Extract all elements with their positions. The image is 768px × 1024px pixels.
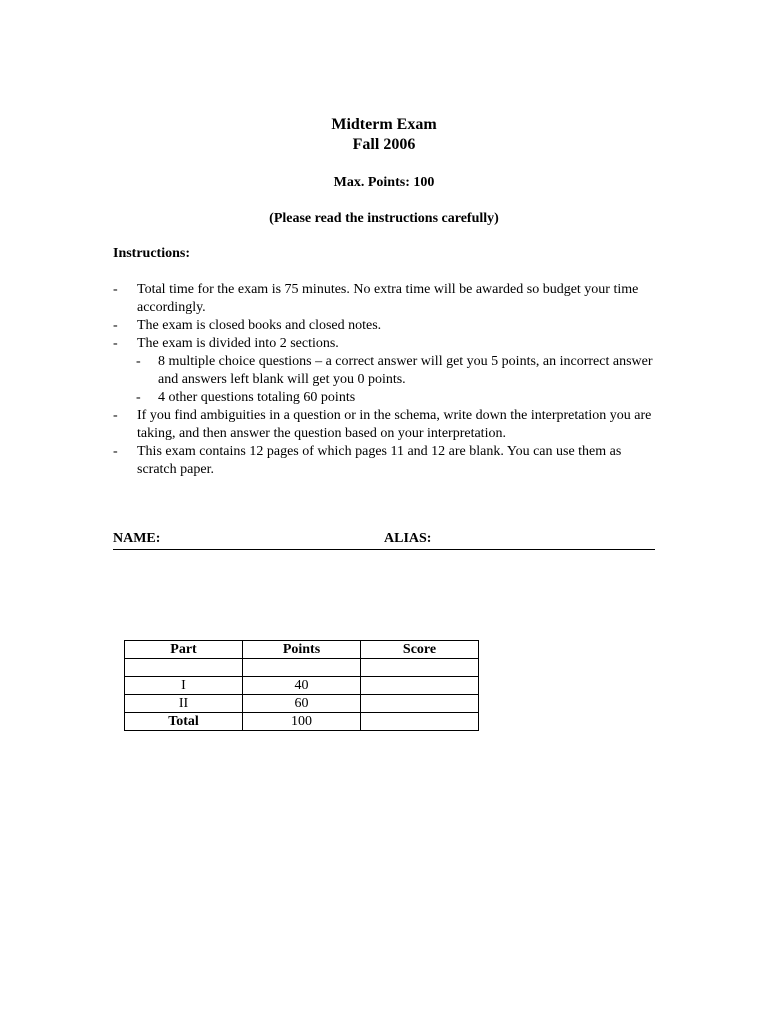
exam-term: Fall 2006 <box>352 136 416 153</box>
instruction-item-closed-books <box>113 317 658 335</box>
table-cell <box>361 659 479 677</box>
max-points: Max. Points: 100 <box>333 175 435 190</box>
exam-title: Midterm Exam <box>331 116 437 133</box>
bullet-dash: - <box>113 336 118 351</box>
table-row <box>125 695 479 713</box>
instruction-text: 8 multiple choice questions – a correct answer will get you 5 points, an incorrect answer and answers left blank will get you 0 points. <box>158 354 653 387</box>
instruction-text: The exam is divided into 2 sections. <box>137 336 339 351</box>
table-cell <box>125 659 243 677</box>
instructions-notice: (Please read the instructions carefully) <box>269 211 499 226</box>
instruction-item-pages <box>113 443 658 479</box>
instructions-list <box>113 281 658 479</box>
points-cell: 100 <box>243 713 361 731</box>
exam-title-block <box>0 115 768 155</box>
bullet-dash: - <box>113 444 118 459</box>
score-cell[interactable] <box>361 677 479 695</box>
instruction-text: The exam is closed books and closed notes. <box>137 318 382 333</box>
score-cell[interactable] <box>361 695 479 713</box>
score-table <box>124 640 479 731</box>
points-cell: 60 <box>243 695 361 713</box>
table-cell <box>243 659 361 677</box>
points-cell: 40 <box>243 677 361 695</box>
instruction-item-sections <box>113 335 658 353</box>
bullet-dash: - <box>136 390 141 405</box>
instruction-text: Total time for the exam is 75 minutes. No extra time will be awarded so budget your time accordingly. <box>137 282 639 315</box>
instruction-text: If you find ambiguities in a question or in the schema, write down the interpretation you are taking, and then answer the question based on your interpretation. <box>137 408 652 441</box>
header-part: Part <box>125 641 243 659</box>
header-points: Points <box>243 641 361 659</box>
instruction-text: This exam contains 12 pages of which pages 11 and 12 are blank. You can use them as scratch paper. <box>137 444 622 477</box>
score-cell[interactable] <box>361 713 479 731</box>
instructions-heading: Instructions: <box>113 246 191 261</box>
part-cell: II <box>125 695 243 713</box>
table-header-row <box>125 641 479 659</box>
table-row <box>125 659 479 677</box>
bullet-dash: - <box>113 408 118 423</box>
bullet-dash: - <box>113 282 118 297</box>
header-score: Score <box>361 641 479 659</box>
bullet-dash: - <box>136 354 141 369</box>
instruction-text: 4 other questions totaling 60 points <box>158 390 356 405</box>
part-cell: I <box>125 677 243 695</box>
table-row <box>125 677 479 695</box>
bullet-dash: - <box>113 318 118 333</box>
part-cell: Total <box>125 713 243 731</box>
instruction-subitem-other-questions <box>113 389 658 407</box>
instruction-item-ambiguities <box>113 407 658 443</box>
name-label: NAME: <box>113 531 161 546</box>
instruction-item-time <box>113 281 658 317</box>
alias-label: ALIAS: <box>384 531 432 546</box>
instruction-subitem-multiple-choice <box>113 353 658 389</box>
name-alias-line[interactable] <box>113 530 655 550</box>
table-row-total <box>125 713 479 731</box>
